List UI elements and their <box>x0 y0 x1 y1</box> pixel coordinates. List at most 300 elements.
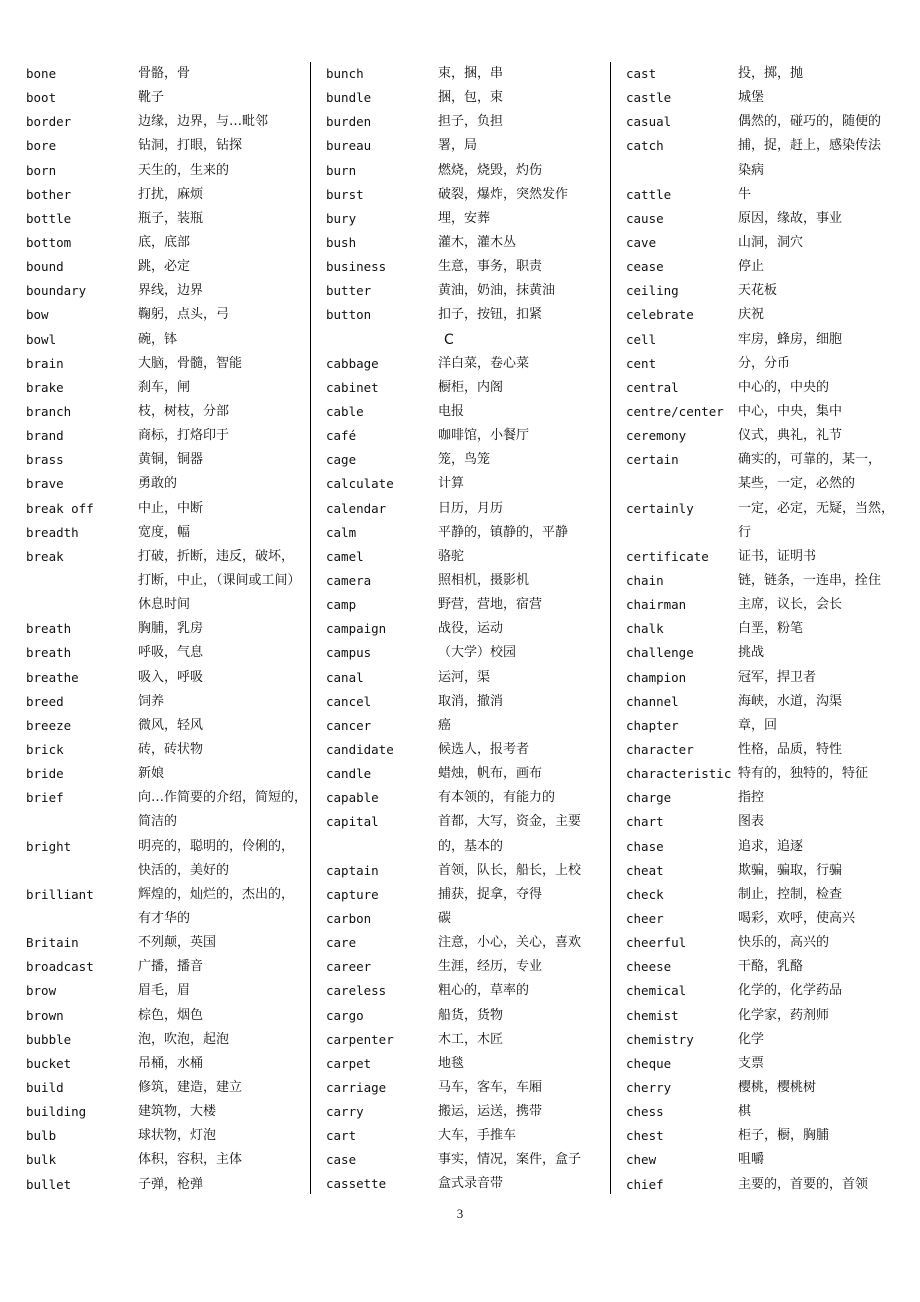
vocab-entry <box>626 1100 908 1124</box>
vocab-entry <box>326 1004 606 1028</box>
entry-meaning: 挑战 <box>738 645 765 661</box>
vocab-entry <box>26 328 308 352</box>
entry-meaning: 不列颠，英国 <box>138 935 217 951</box>
entry-meaning: 胸脯，乳房 <box>138 621 204 637</box>
entry-meaning: 眉毛，眉 <box>138 983 191 999</box>
vocab-entry <box>26 786 308 834</box>
vocab-entry <box>326 786 606 810</box>
entry-meaning: 庆祝 <box>738 307 765 323</box>
vocab-entry <box>326 1100 606 1124</box>
entry-word: candidate <box>326 741 394 757</box>
section-letter: C <box>444 331 454 348</box>
entry-meaning: 燃烧，烧毁，灼伤 <box>438 162 543 178</box>
entry-word: bow <box>26 307 49 323</box>
entry-word: bullet <box>26 1176 72 1192</box>
entry-word: cancer <box>326 717 372 733</box>
entry-meaning: 吸入，呼吸 <box>138 669 204 685</box>
entry-meaning: 柜子，橱，胸脯 <box>738 1128 830 1144</box>
vocab-entry <box>626 328 908 352</box>
entry-meaning: 边缘，边界，与…毗邻 <box>138 114 269 130</box>
entry-meaning: 骆驼 <box>438 548 465 564</box>
entry-word: chalk <box>626 621 664 637</box>
entry-word: chairman <box>626 597 687 613</box>
entry-meaning: 饲养 <box>138 693 165 709</box>
vocab-entry <box>326 448 606 472</box>
entry-meaning: 特有的，独特的，特征 <box>738 766 869 782</box>
entry-word: camera <box>326 572 372 588</box>
entry-word: carriage <box>326 1079 387 1095</box>
vocab-entry <box>626 110 908 134</box>
entry-word: bottle <box>26 210 72 226</box>
entry-meaning: 注意，小心，关心，喜欢 <box>438 935 582 951</box>
vocab-entry <box>626 810 908 834</box>
entry-meaning: 链，链条，一连串，拴住 <box>738 573 882 588</box>
vocab-entry <box>326 690 606 714</box>
entry-meaning: 枝，树枝，分部 <box>138 403 230 419</box>
vocab-entry <box>626 641 908 665</box>
vocab-entry <box>326 424 606 448</box>
entry-word: chart <box>626 814 664 830</box>
entry-meaning: 呼吸，气息 <box>138 645 204 661</box>
vocab-entry <box>326 569 606 593</box>
entry-word: burst <box>326 186 364 202</box>
entry-word: brow <box>26 983 57 999</box>
entry-word: brain <box>26 355 64 371</box>
vocab-entry <box>26 521 308 545</box>
entry-word: breeze <box>26 717 72 733</box>
vocab-entry <box>326 979 606 1003</box>
entry-meaning: 打扰，麻烦 <box>138 186 204 202</box>
vocab-entry <box>26 110 308 134</box>
entry-word: characteristic <box>626 766 732 782</box>
vocab-entry <box>26 955 308 979</box>
entry-word: brick <box>26 741 64 757</box>
vocab-entry <box>26 279 308 303</box>
vocab-entry <box>626 617 908 641</box>
entry-word: cabinet <box>326 379 379 395</box>
vocab-entry <box>326 1076 606 1100</box>
entry-meaning: 界线，边界 <box>138 283 204 299</box>
page-number: 3 <box>456 1206 464 1221</box>
vocab-entry <box>26 1173 308 1197</box>
entry-meaning: 有本领的，有能力的 <box>438 790 556 806</box>
vocab-entry <box>326 1172 606 1196</box>
vocab-entry <box>326 666 606 690</box>
entry-meaning: 取消，撤消 <box>438 693 504 709</box>
entry-word: breadth <box>26 524 79 540</box>
entry-meaning: 骨骼，骨 <box>138 66 191 81</box>
entry-meaning: 制止，控制，检查 <box>738 886 843 902</box>
entry-meaning: 吊桶，水桶 <box>138 1055 204 1071</box>
entry-word: camel <box>326 548 364 564</box>
entry-meaning: 钻洞，打眼，钻探 <box>138 138 243 154</box>
entry-meaning: 商标，打烙印于 <box>138 428 230 444</box>
entry-word: check <box>626 886 664 902</box>
entry-meaning: 证书，证明书 <box>738 548 817 564</box>
vocab-entry <box>626 545 908 569</box>
entry-meaning: 署，局 <box>438 138 478 154</box>
entry-meaning: 球状物，灯泡 <box>138 1128 217 1144</box>
entry-meaning: 搬运，运送，携带 <box>438 1104 543 1120</box>
entry-meaning: 山洞，洞穴 <box>738 235 804 250</box>
entry-word: cart <box>326 1128 357 1144</box>
entry-word: carpenter <box>326 1031 394 1047</box>
vocab-entry <box>626 400 908 424</box>
section-letter-row <box>326 328 606 352</box>
entry-meaning: 修筑，建造，建立 <box>138 1079 243 1095</box>
vocab-entry <box>326 738 606 762</box>
vocab-entry <box>26 617 308 641</box>
entry-word: captain <box>326 862 379 878</box>
column-3 <box>626 62 908 1197</box>
entry-word: cherry <box>626 1079 672 1095</box>
entry-word: break off <box>26 500 94 516</box>
entry-word: bound <box>26 259 64 275</box>
entry-word: ceremony <box>626 428 687 444</box>
entry-word: celebrate <box>626 307 694 323</box>
entry-word: capable <box>326 790 379 806</box>
entry-word: chest <box>626 1128 664 1144</box>
entry-word: build <box>26 1079 64 1095</box>
vocab-entry <box>626 1052 908 1076</box>
vocab-entry <box>326 303 606 327</box>
vocab-entry <box>326 955 606 979</box>
vocab-entry <box>326 714 606 738</box>
vocab-entry <box>326 62 606 86</box>
vocab-entry <box>26 352 308 376</box>
vocab-entry <box>26 1028 308 1052</box>
entry-word: boundary <box>26 283 87 299</box>
entry-word: cargo <box>326 1007 364 1023</box>
entry-meaning: 樱桃，樱桃树 <box>738 1079 817 1095</box>
entry-meaning: 战役，运动 <box>438 621 504 637</box>
entry-meaning: 中心，中央，集中 <box>738 403 843 419</box>
entry-meaning: 新娘 <box>138 766 165 782</box>
vocab-entry <box>626 1076 908 1100</box>
entry-meaning: 咀嚼 <box>738 1152 765 1168</box>
vocab-entry <box>626 183 908 207</box>
entry-word: catch <box>626 138 664 154</box>
entry-word: careless <box>326 983 387 999</box>
vocab-entry <box>26 183 308 207</box>
entry-word: bright <box>26 838 72 854</box>
entry-meaning: 碗，钵 <box>138 331 178 347</box>
entry-meaning: 砖，砖状物 <box>138 741 204 757</box>
entry-meaning: 欺骗，骗取，行骗 <box>738 862 843 878</box>
vocab-entry <box>326 1148 606 1172</box>
entry-meaning: 仪式，典礼，礼节 <box>738 428 843 444</box>
vocab-entry <box>26 400 308 424</box>
entry-word: central <box>626 379 679 395</box>
entry-meaning: 化学家，药剂师 <box>738 1007 830 1023</box>
entry-word: calculate <box>326 476 394 492</box>
entry-word: cell <box>626 331 657 347</box>
vocab-entry <box>326 545 606 569</box>
vocab-entry <box>326 255 606 279</box>
entry-meaning: 主席，议长，会长 <box>738 597 843 613</box>
vocab-entry <box>626 207 908 231</box>
entry-word: bulk <box>26 1152 57 1168</box>
entry-word: chain <box>626 573 664 588</box>
entry-meaning: 城堡 <box>738 90 765 106</box>
entry-meaning: 喝彩，欢呼，使高兴 <box>738 910 856 926</box>
entry-word: breath <box>26 645 72 661</box>
entry-meaning: 泡，吹泡，起泡 <box>138 1031 230 1047</box>
vocab-entry <box>326 931 606 955</box>
entry-word: break <box>26 548 64 564</box>
entry-word: cease <box>626 259 664 275</box>
entry-word: carpet <box>326 1055 372 1071</box>
vocab-entry <box>626 738 908 762</box>
entry-word: chess <box>626 1104 664 1120</box>
entry-word: bury <box>326 210 357 226</box>
entry-meaning: 微风，轻风 <box>138 717 204 733</box>
entry-word: bottom <box>26 234 72 250</box>
entry-word: button <box>326 307 372 323</box>
entry-word: cabbage <box>326 355 379 371</box>
entry-meaning: （大学）校园 <box>438 645 517 661</box>
vocab-entry <box>626 835 908 859</box>
entry-word: capital <box>326 814 379 830</box>
entry-meaning: 体积，容积，主体 <box>138 1152 243 1168</box>
entry-meaning: 捕获，捉拿，夺得 <box>438 886 543 902</box>
vocab-entry <box>626 376 908 400</box>
entry-meaning: 图表 <box>738 814 765 830</box>
entry-word: brilliant <box>26 886 94 902</box>
entry-meaning: 木工，木匠 <box>438 1031 504 1047</box>
entry-word: bride <box>26 766 64 782</box>
vocab-entry <box>326 883 606 907</box>
entry-meaning: 蜡烛，帆布，画布 <box>438 766 543 782</box>
entry-meaning: 笼，鸟笼 <box>438 452 491 468</box>
vocab-entry <box>626 1148 908 1172</box>
entry-meaning: 主要的，首要的，首领 <box>738 1176 869 1192</box>
entry-word: bureau <box>326 138 372 154</box>
entry-word: charge <box>626 790 672 806</box>
entry-meaning: 原因，缘故，事业 <box>738 210 843 226</box>
entry-meaning: 盒式录音带 <box>438 1176 504 1192</box>
entry-word: chemical <box>626 983 687 999</box>
vocab-entry <box>26 762 308 786</box>
vocab-entry <box>26 497 308 521</box>
entry-word: character <box>626 741 694 757</box>
entry-meaning: 快乐的，高兴的 <box>738 935 830 951</box>
entry-word: burden <box>326 114 372 130</box>
vocab-entry <box>626 231 908 255</box>
entry-word: cable <box>326 403 364 419</box>
entry-word: chase <box>626 838 664 854</box>
entry-meaning: 事实，情况，案件，盒子 <box>438 1152 582 1168</box>
entry-meaning: 电报 <box>438 403 465 419</box>
vocab-entry <box>626 62 908 86</box>
vocab-entry <box>26 738 308 762</box>
vocab-entry <box>26 714 308 738</box>
vocab-entry <box>326 762 606 786</box>
entry-meaning: 向…作简要的介绍，简短的， 简洁的 <box>138 790 308 830</box>
entry-meaning: 指控 <box>738 790 765 806</box>
entry-meaning: 癌 <box>438 717 452 733</box>
entry-meaning: 辉煌的，灿烂的，杰出的， 有才华的 <box>138 886 295 926</box>
entry-meaning: 勇敢的 <box>138 476 178 492</box>
entry-word: bush <box>326 234 357 250</box>
entry-meaning: 橱柜，内阁 <box>438 379 504 395</box>
entry-meaning: 停止 <box>738 259 765 275</box>
entry-meaning: 首都，大写，资金，主要 的，基本的 <box>438 814 582 854</box>
vocab-entry <box>26 424 308 448</box>
vocab-entry <box>26 979 308 1003</box>
entry-word: canal <box>326 669 364 685</box>
entry-word: broadcast <box>26 959 94 975</box>
entry-meaning: 碳 <box>438 910 452 926</box>
entry-word: brass <box>26 452 64 468</box>
entry-meaning: 分，分币 <box>738 355 791 371</box>
entry-word: brief <box>26 790 64 806</box>
entry-word: campus <box>326 645 372 661</box>
vocab-entry <box>326 617 606 641</box>
vocab-entry <box>26 303 308 327</box>
entry-meaning: 广播，播音 <box>138 959 204 975</box>
entry-word: breed <box>26 693 64 709</box>
vocab-entry <box>326 279 606 303</box>
entry-word: casual <box>626 114 672 130</box>
vocab-entry <box>26 1004 308 1028</box>
entry-word: care <box>326 935 357 951</box>
entry-word: boot <box>26 90 57 106</box>
vocab-entry <box>626 1028 908 1052</box>
entry-meaning: 洋白菜，卷心菜 <box>438 355 530 371</box>
vocab-entry <box>626 352 908 376</box>
entry-meaning: 生涯，经历，专业 <box>438 959 543 975</box>
entry-word: cancel <box>326 693 372 709</box>
entry-word: bore <box>26 138 57 154</box>
entry-meaning: 首领，队长，船长，上校 <box>438 862 582 878</box>
entry-meaning: 棕色，烟色 <box>138 1007 204 1023</box>
vocab-entry <box>26 1052 308 1076</box>
vocab-entry <box>326 400 606 424</box>
vocab-entry <box>26 86 308 110</box>
vocab-entry <box>26 545 308 617</box>
entry-word: centre/center <box>626 403 724 419</box>
vocab-entry <box>26 207 308 231</box>
vocab-entry <box>326 183 606 207</box>
column-divider-1 <box>310 62 311 1194</box>
vocab-entry <box>626 762 908 786</box>
entry-word: bundle <box>326 90 372 106</box>
vocab-entry <box>326 86 606 110</box>
entry-meaning: 地毯 <box>438 1055 465 1071</box>
entry-word: channel <box>626 693 679 709</box>
vocab-entry <box>26 690 308 714</box>
entry-word: bone <box>26 66 57 81</box>
vocab-entry <box>326 1028 606 1052</box>
entry-word: butter <box>326 283 372 299</box>
vocab-entry <box>26 448 308 472</box>
entry-word: chief <box>626 1176 664 1192</box>
entry-meaning: 打破，折断，违反，破坏， 打断，中止，（课间或工间） 休息时间 <box>138 548 301 613</box>
vocab-entry <box>26 1124 308 1148</box>
vocab-entry <box>626 448 908 496</box>
entry-word: cave <box>626 235 657 250</box>
entry-meaning: 担子，负担 <box>438 114 504 130</box>
entry-word: cheat <box>626 862 664 878</box>
entry-word: business <box>326 259 387 275</box>
entry-word: bunch <box>326 66 364 81</box>
entry-word: candle <box>326 766 372 782</box>
vocab-entry <box>626 569 908 593</box>
entry-meaning: 冠军，捍卫者 <box>738 669 817 685</box>
entry-meaning: 灌木，灌木丛 <box>438 234 517 250</box>
entry-word: café <box>326 428 357 444</box>
entry-word: certainly <box>626 500 694 516</box>
entry-meaning: 束，捆，串 <box>438 66 504 81</box>
entry-meaning: 一定，必定，无疑，当然， 行 <box>738 500 895 540</box>
entry-word: breath <box>26 621 72 637</box>
entry-meaning: 支票 <box>738 1055 765 1071</box>
entry-word: calm <box>326 524 357 540</box>
entry-meaning: 性格，品质，特性 <box>738 741 843 757</box>
entry-word: born <box>26 162 57 178</box>
entry-meaning: 投，掷，抛 <box>738 66 804 81</box>
vocab-entry <box>626 303 908 327</box>
entry-word: calendar <box>326 500 387 516</box>
entry-word: carry <box>326 1104 364 1120</box>
entry-word: chapter <box>626 717 679 733</box>
entry-meaning: 棋 <box>738 1104 752 1120</box>
vocab-entry <box>26 1148 308 1172</box>
vocab-entry <box>626 279 908 303</box>
entry-meaning: 黄铜，铜器 <box>138 452 204 468</box>
vocab-entry <box>26 835 308 883</box>
entry-meaning: 海峡，水道，沟渠 <box>738 693 843 709</box>
entry-word: brown <box>26 1007 64 1023</box>
entry-word: border <box>26 114 72 130</box>
vocab-entry <box>26 159 308 183</box>
vocab-entry <box>26 255 308 279</box>
entry-meaning: 埋，安葬 <box>438 210 491 226</box>
entry-meaning: 粗心的，草率的 <box>438 983 530 999</box>
vocab-entry <box>26 134 308 158</box>
entry-word: brave <box>26 476 64 492</box>
entry-word: campaign <box>326 621 387 637</box>
vocab-entry <box>626 497 908 545</box>
entry-meaning: 船货，货物 <box>438 1007 504 1023</box>
vocab-entry <box>626 883 908 907</box>
vocab-entry <box>26 231 308 255</box>
vocab-entry <box>626 786 908 810</box>
vocab-entry <box>26 666 308 690</box>
entry-word: castle <box>626 90 672 106</box>
vocab-entry <box>626 690 908 714</box>
entry-meaning: 确实的，可靠的，某一， 某些，一定，必然的 <box>738 452 882 492</box>
vocab-entry <box>326 641 606 665</box>
entry-meaning: 扣子，按钮，扣紧 <box>438 307 543 323</box>
entry-meaning: 候选人，报考者 <box>438 741 530 757</box>
entry-word: bowl <box>26 331 57 347</box>
vocab-entry <box>326 159 606 183</box>
entry-word: cheerful <box>626 935 687 951</box>
entry-meaning: 天花板 <box>738 283 778 299</box>
entry-meaning: 化学 <box>738 1031 765 1047</box>
vocab-entry <box>626 86 908 110</box>
vocab-entry <box>26 641 308 665</box>
entry-word: building <box>26 1104 87 1120</box>
vocab-entry <box>326 231 606 255</box>
vocab-entry <box>26 472 308 496</box>
entry-word: cheque <box>626 1055 672 1071</box>
entry-meaning: 底，底部 <box>138 234 191 250</box>
entry-word: chemist <box>626 1007 679 1023</box>
vocab-entry <box>626 666 908 690</box>
